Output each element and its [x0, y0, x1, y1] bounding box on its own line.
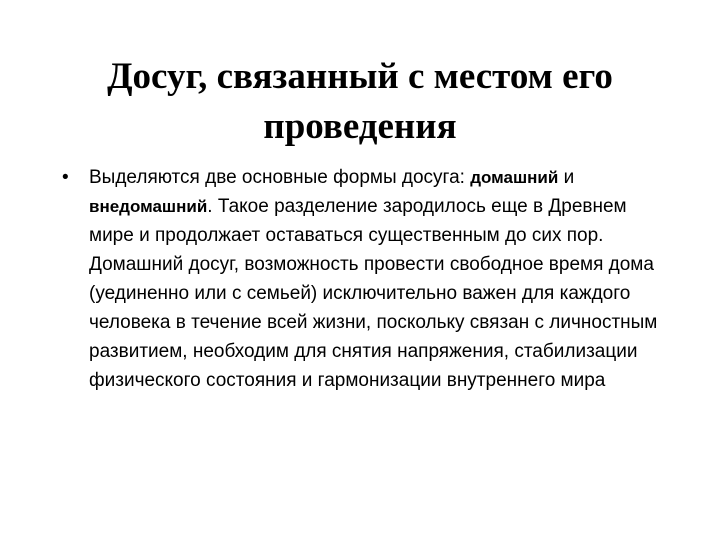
bullet-text-part1: Выделяются две основные формы досуга:: [89, 167, 471, 188]
bullet-bold-outside: внедомашний: [89, 197, 208, 216]
bullet-text-part3: . Такое разделение зародилось еще в Древнем мире и продолжает оставаться существенным до сих пор. Домашний досуг, возможность провести свободное время дома (уединенно или с семьей) исключительно важен для каждого человека в течение всей жизни, поскольку связан с личностным развитием, необходим для снятия напряжения, стабилизации физического состояния и гармонизации внутреннего мира: [89, 196, 658, 391]
bullet-text: [89, 163, 659, 395]
bullet-bold-home: домашний: [470, 168, 559, 187]
slide-title: Досуг, связанный с местом его проведения: [107, 56, 613, 147]
bullet-text-part2: и: [558, 167, 575, 188]
bullet-marker: •: [62, 167, 69, 188]
